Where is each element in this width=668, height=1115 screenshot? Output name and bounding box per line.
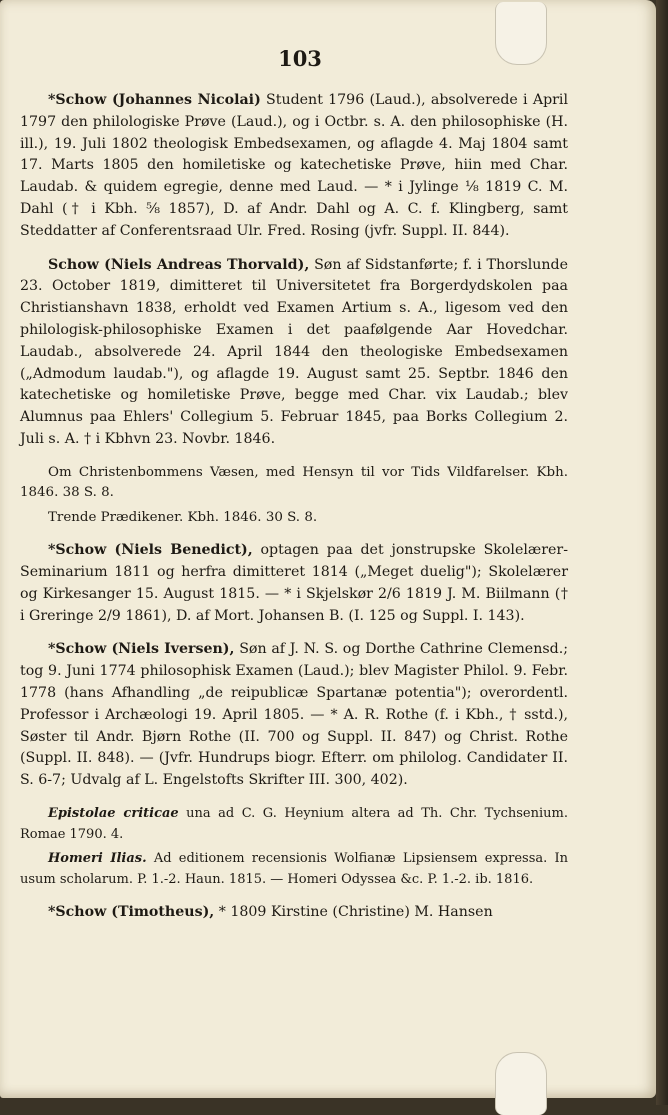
entry-body: Søn af Sidstanførte; f. i Thorslunde 23. October 1819, dimitteret til Universitetet fra Borgerdydskolen paa Christianshavn 1838, erholdt ved Examen Artium s. A., ligesom ved den philologisk-philosophiske Examen i det paafølgende Aar Hovedchar. Laudab., absolverede 24. April 1844 den theologiske Embedsexamen („Admodum laudab."), og aflagde 19. August samt 25. Septbr. 1846 den katechetiske og homiletiske Prøve, begge med Char. vix Laudab.; blev Alumnus paa Ehlers' Collegium 5. Februar 1845, paa Borks Collegium 2. Juli s. A. † i Kbhvn 23. Novbr. 1846. [20,256,568,447]
work-item [20,849,568,890]
work-title: Epistolae criticae [48,806,179,822]
entry-niels-andreas-thorvald [20,255,568,451]
work-title: Homeri Ilias. [48,851,147,867]
entry-body: * 1809 Kirstine (Christine) M. Hansen [214,904,493,921]
entry-timotheus [20,902,568,924]
page-number: 103 [278,46,322,71]
work-details: una ad C. G. Heynium altera ad Th. Chr. Tychsenium. Romae 1790. 4. [20,806,568,842]
entry-body: Student 1796 (Laud.), absolverede i April 1797 den philologiske Prøve (Laud.), og i Octbr. s. A. den philosophiske (H. ill.), 19. Juli 1802 theologisk Embedsexamen, og aflagde 4. Maj 1804 samt 17. Marts 1805 den homiletiske og katechetiske Prøve, hiin med Char. Laudab. & quidem egregie, denne med Laud. — * i Jylinge ⅛ 1819 C. M. Dahl († i Kbh. ⅝ 1857), D. af Andr. Dahl og A. C. f. Klingberg, samt Steddatter af Conferentsraad Ulr. Fred. Rosing (jvfr. Suppl. II. 844). [20,92,569,239]
entry-heading: *Schow (Timotheus), [48,904,215,921]
entry-heading: *Schow (Johannes Nicolai) [48,92,261,108]
entry-johannes-nicolai [20,90,568,243]
work-item: Trende Prædikener. Kbh. 1846. 30 S. 8. [48,509,318,525]
entry-heading: *Schow (Niels Benedict), [48,542,253,559]
entry-niels-benedict [20,540,568,627]
work-details: Ad editionem recensionis Wolfianæ Lipsiensem expressa. In usum scholarum. P. 1.-2. Haun. 1815. — Homeri Odyssea &c. P. 1.-2. ib. 1816. [20,851,568,887]
entry-heading: Schow (Niels Andreas Thorvald), [48,256,310,273]
work-item [20,804,568,845]
entry-heading: *Schow (Niels Iversen), [48,641,235,658]
book-edge [656,0,668,1105]
entry-body: optagen paa det jonstrupske Skolelærer-Seminarium 1811 og herfra dimitteret 1814 („Meget duelig"); Skolelærer og Kirkesanger 15. August 1815. — * i Skjelskør 2/6 1819 J. M. Biilmann († i Greringe 2/9 1861), D. af Mort. Johansen B. (I. 125 og Suppl. I. 143). [20,542,568,624]
entry-body: Søn af J. N. S. og Dorthe Cathrine Clemensd.; tog 9. Juni 1774 philosophisk Examen (Laud.); blev Magister Philol. 9. Febr. 1778 (hans Afhandling „de reipublicæ Spartanæ potentia"); overordentl. Professor i Archæologi 19. April 1805. — * A. R. Rothe (f. i Kbh., † sstd.), Søster til Andr. Bjørn Rothe (II. 700 og Suppl. II. 847) og Christ. Rothe (Suppl. II. 848). — (Jvfr. Hundrups biogr. Efterr. om philolog. Candidater II. S. 6-7; Udvalg af L. Engelstofts Skrifter III. 300, 402). [20,641,568,789]
entry-niels-iversen [20,639,568,792]
thumb-clip-bottom [495,1052,547,1115]
work-item: Om Christenbommens Væsen, med Hensyn til vor Tids Vildfarelser. Kbh. 1846. 38 S. 8. [20,464,568,501]
page-text [20,90,568,936]
